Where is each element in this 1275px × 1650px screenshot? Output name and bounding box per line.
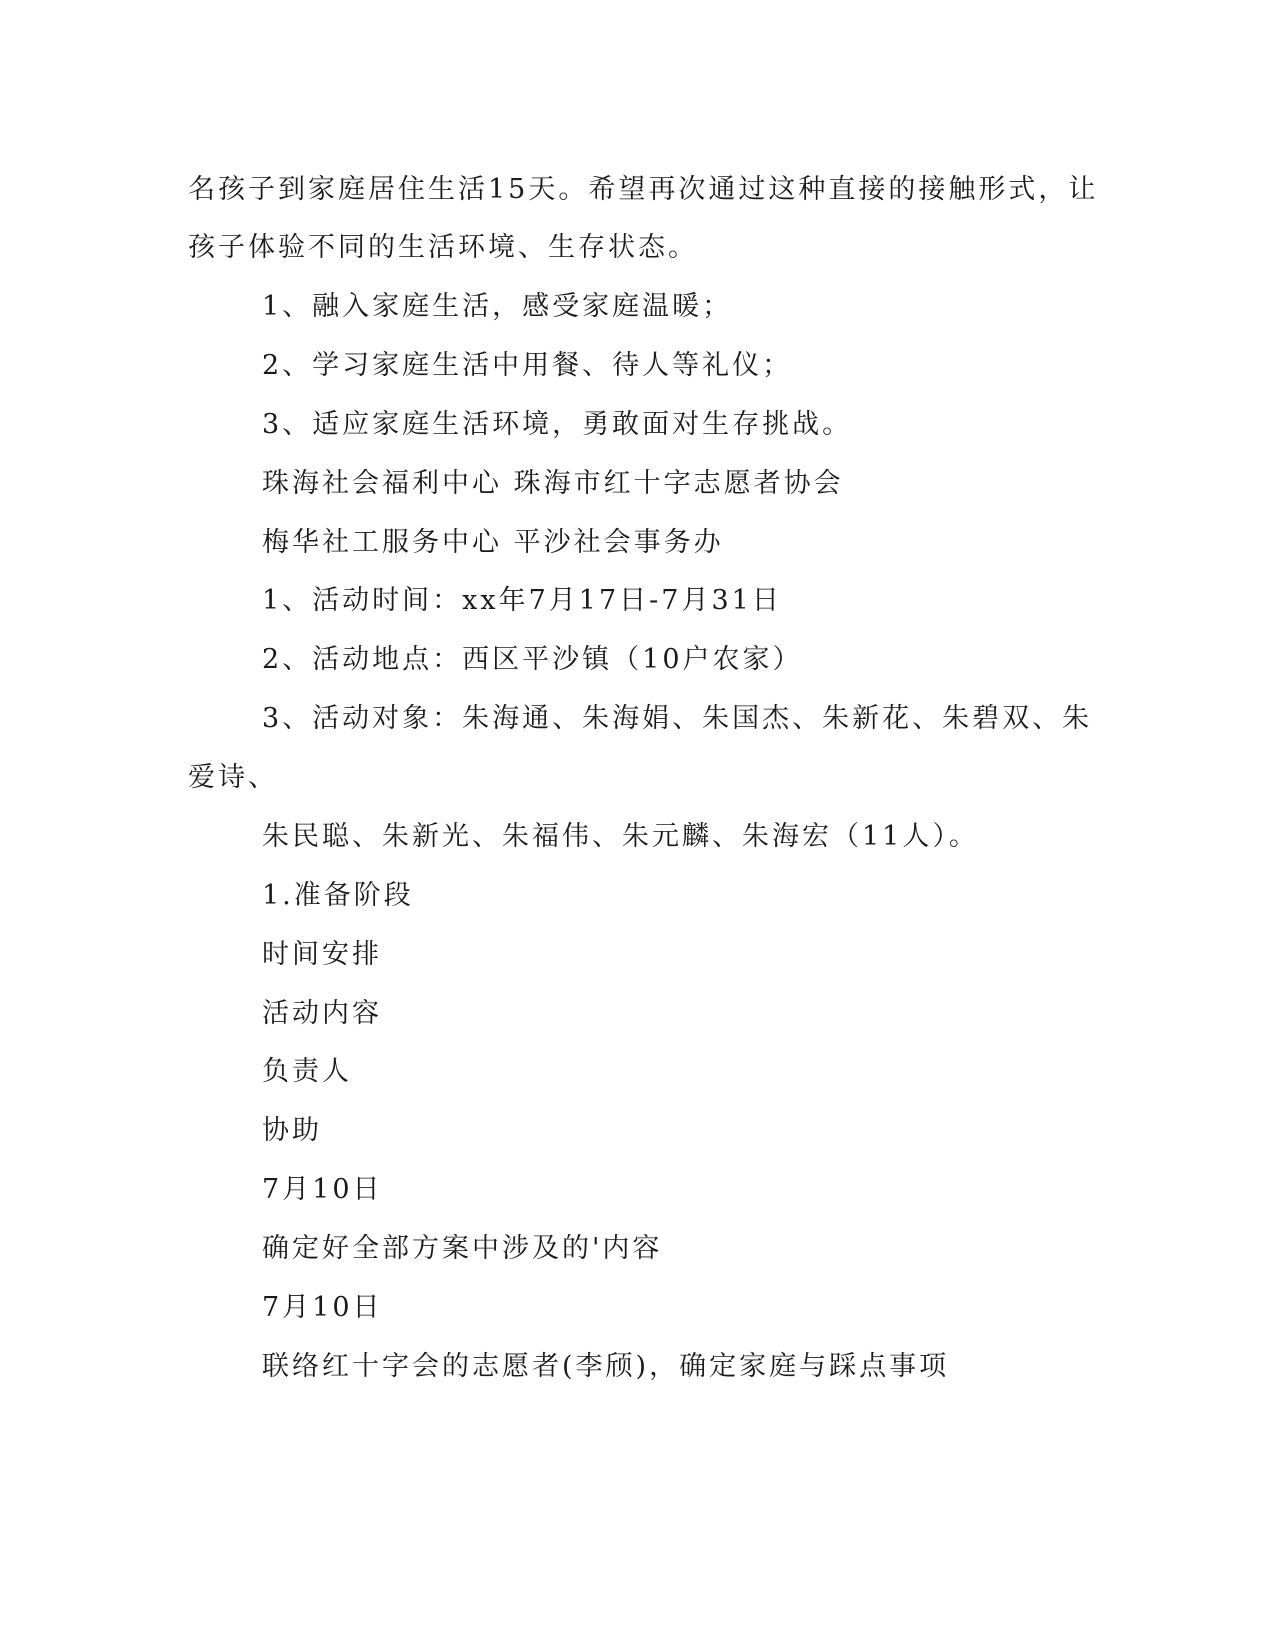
objective-item: 2、学习家庭生活中用餐、待人等礼仪；: [262, 350, 793, 381]
activity-time: 1、活动时间：xx年7月17日-7月31日: [262, 585, 782, 616]
schedule-date: 7月10日: [262, 1292, 383, 1323]
paragraph-line: 孩子体验不同的生活环境、生存状态。: [188, 232, 698, 263]
schedule-content: 确定好全部方案中涉及的'内容: [262, 1233, 663, 1264]
activity-location: 2、活动地点：西区平沙镇（10户农家）: [262, 644, 803, 675]
objective-item: 1、融入家庭生活，感受家庭温暖；: [262, 291, 733, 322]
schedule-content: 联络红十字会的志愿者(李颀)，确定家庭与踩点事项: [262, 1351, 950, 1382]
table-header-time: 时间安排: [262, 939, 382, 970]
organizer-line: 珠海社会福利中心 珠海市红十字志愿者协会: [262, 468, 844, 499]
section-heading: 1.准备阶段: [262, 880, 414, 911]
activity-participants-cont: 爱诗、: [188, 762, 278, 793]
table-header-content: 活动内容: [262, 998, 382, 1029]
objective-item: 3、适应家庭生活环境，勇敢面对生存挑战。: [262, 409, 853, 440]
activity-participants-cont: 朱民聪、朱新光、朱福伟、朱元麟、朱海宏（11人）。: [262, 821, 979, 852]
activity-participants: 3、活动对象：朱海通、朱海娟、朱国杰、朱新花、朱碧双、朱: [262, 703, 1093, 734]
table-header-owner: 负责人: [262, 1056, 352, 1087]
organizer-line: 梅华社工服务中心 平沙社会事务办: [262, 527, 724, 558]
paragraph-line: 名孩子到家庭居住生活15天。希望再次通过这种直接的接触形式，让: [188, 174, 1099, 205]
schedule-date: 7月10日: [262, 1174, 383, 1205]
table-header-assist: 协助: [262, 1115, 322, 1146]
